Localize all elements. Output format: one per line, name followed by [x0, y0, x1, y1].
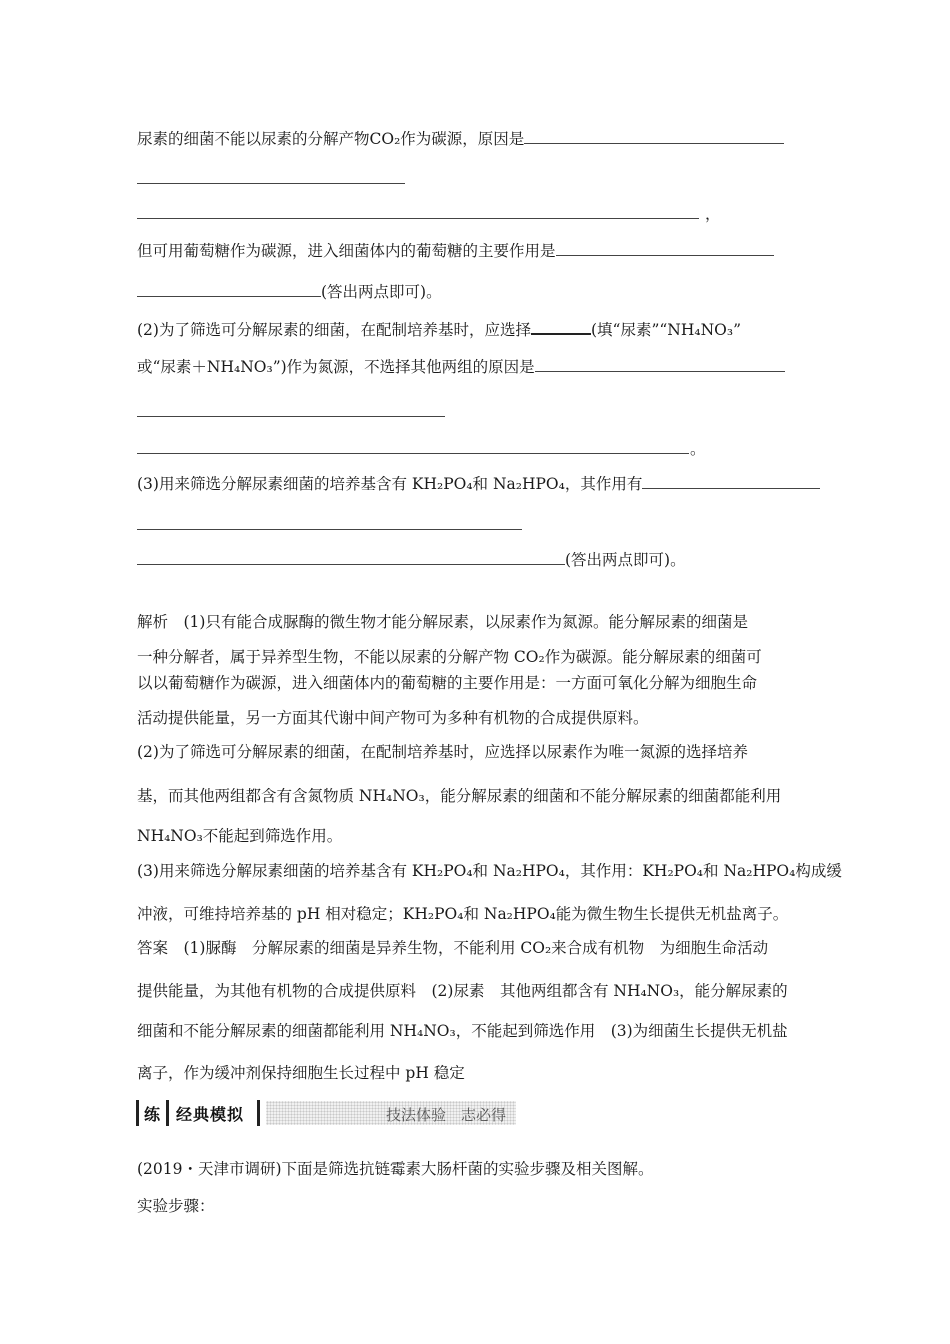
answer-line: 细菌和不能分解尿素的细菌都能利用 NH₄NO₃，不能起到筛选作用 (3)为细菌生长提供无机盐	[137, 1022, 788, 1040]
q3-line-1	[137, 473, 820, 494]
answer-blank[interactable]	[137, 453, 689, 454]
analysis-line: 冲液，可维持培养基的 pH 相对稳定；KH₂PO₄和 Na₂HPO₄能为微生物生长提供无机盐离子。	[137, 905, 789, 923]
q2-prompt-1b: (填“尿素”“NH₄NO₃”	[590, 321, 741, 339]
banner-divider	[136, 1100, 139, 1126]
q2-prompt-2: 或“尿素＋NH₄NO₃”)作为氮源，不选择其他两组的原因是	[137, 358, 535, 376]
answer-blank[interactable]	[137, 183, 405, 184]
answer-blank[interactable]	[524, 128, 784, 144]
answer-blank[interactable]	[137, 281, 321, 297]
fill-blank[interactable]	[531, 318, 591, 335]
q1-line-1	[137, 128, 784, 149]
analysis-line: (2)为了筛选可分解尿素的细菌，在配制培养基时，应选择以尿素作为唯一氮源的选择培养	[137, 743, 748, 761]
problem-steps-label: 实验步骤：	[137, 1197, 215, 1215]
answer-blank[interactable]	[535, 356, 785, 372]
analysis-line: 基，而其他两组都含有含氮物质 NH₄NO₃，能分解尿素的细菌和不能分解尿素的细菌都能利用	[137, 787, 782, 805]
q2-line-1	[137, 318, 741, 340]
q3-hint: (答出两点即可)。	[565, 551, 686, 569]
answer-blank[interactable]	[137, 549, 565, 565]
analysis-line: 活动提供能量，另一方面其代谢中间产物可为多种有机物的合成提供原料。	[137, 709, 649, 727]
analysis-line: 以以葡萄糖作为碳源，进入细菌体内的葡萄糖的主要作用是：一方面可氧化分解为细胞生命	[137, 674, 758, 692]
q1-comma: ，	[705, 205, 721, 223]
q2-line-2	[137, 356, 785, 377]
banner-slogan: 技法体验 志必得	[386, 1106, 507, 1124]
answer-blank[interactable]	[556, 240, 774, 256]
q2-prompt-1a: (2)为了筛选可分解尿素的细菌，在配制培养基时，应选择	[137, 321, 531, 339]
answer-blank[interactable]	[642, 473, 820, 489]
analysis-line: NH₄NO₃不能起到筛选作用。	[137, 827, 343, 845]
banner-divider	[166, 1100, 169, 1126]
problem-intro: (2019・天津市调研)下面是筛选抗链霉素大肠杆菌的实验步骤及相关图解。	[137, 1160, 654, 1178]
answer-blank[interactable]	[137, 529, 522, 530]
analysis-line: 一种分解者，属于异养型生物，不能以尿素的分解产物 CO₂作为碳源。能分解尿素的细菌可	[137, 648, 762, 666]
answer-line: 提供能量，为其他有机物的合成提供原料 (2)尿素 其他两组都含有 NH₄NO₃，能分解尿素的	[137, 982, 788, 1000]
q1-prompt-1: 尿素的细菌不能以尿素的分解产物CO₂作为碳源，原因是	[137, 130, 525, 148]
answer-line: 离子，作为缓冲剂保持细胞生长过程中 pH 稳定	[137, 1064, 465, 1082]
q2-period: 。	[690, 440, 706, 458]
q1-line-4	[137, 240, 774, 261]
banner-tag-practice: 练	[144, 1105, 162, 1124]
banner-tag-classic: 经典模拟	[176, 1105, 245, 1124]
q1-prompt-2: 但可用葡萄糖作为碳源，进入细菌体内的葡萄糖的主要作用是	[137, 242, 556, 260]
answer-blank[interactable]	[137, 416, 445, 417]
analysis-line: 解析 (1)只有能合成脲酶的微生物才能分解尿素，以尿素作为氮源。能分解尿素的细菌是	[137, 613, 748, 631]
section-banner	[136, 1099, 516, 1127]
q3-line-3	[137, 549, 686, 570]
answer-blank[interactable]	[137, 218, 699, 219]
banner-divider	[257, 1100, 260, 1126]
q1-line-5	[137, 281, 442, 302]
q3-prompt-1: (3)用来筛选分解尿素细菌的培养基含有 KH₂PO₄和 Na₂HPO₄，其作用有	[137, 475, 643, 493]
analysis-line: (3)用来筛选分解尿素细菌的培养基含有 KH₂PO₄和 Na₂HPO₄，其作用：KH₂PO₄和 Na₂HPO₄构成缓	[137, 862, 842, 880]
q1-hint: (答出两点即可)。	[321, 283, 442, 301]
answer-line: 答案 (1)脲酶 分解尿素的细菌是异养生物，不能利用 CO₂来合成有机物 为细胞生命活动	[137, 939, 769, 957]
